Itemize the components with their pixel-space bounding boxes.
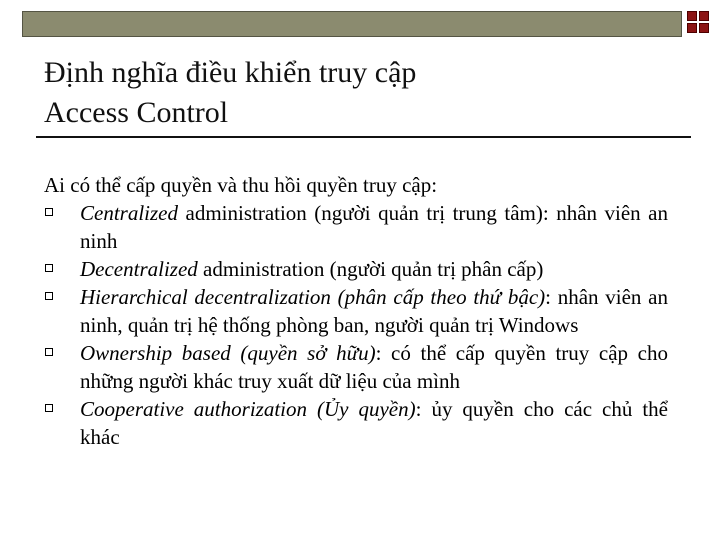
item-term: Ownership based (quyền sở hữu) <box>80 341 376 365</box>
hollow-square-bullet-icon <box>45 404 53 412</box>
bullet-list <box>44 199 668 451</box>
list-item <box>44 199 668 255</box>
item-term: Cooperative authorization (Ủy quyền) <box>80 397 416 421</box>
corner-square-decoration <box>687 23 697 33</box>
list-item <box>44 395 668 451</box>
item-term: Hierarchical decentralization (phân cấp theo thứ bậc) <box>80 285 546 309</box>
item-term: Decentralized <box>80 257 198 281</box>
header-decoration-bar <box>22 11 682 37</box>
corner-square-decoration <box>699 23 709 33</box>
intro-text: Ai có thể cấp quyền và thu hồi quyền truy cập: <box>44 173 438 197</box>
slide-body <box>44 171 668 451</box>
item-description: : ủy quyền cho các chủ thể khác <box>80 397 669 449</box>
title-line-english: Access Control <box>44 96 229 129</box>
title-line-vietnamese: Định nghĩa điều khiển truy cập <box>44 56 417 89</box>
hollow-square-bullet-icon <box>45 264 53 272</box>
corner-square-decoration <box>699 11 709 21</box>
item-description: : nhân viên an ninh, quản trị hệ thống phòng ban, người quản trị Windows <box>80 285 668 337</box>
hollow-square-bullet-icon <box>45 208 53 216</box>
list-item <box>44 255 668 283</box>
item-description: administration (người quản trị trung tâm): nhân viên an ninh <box>80 201 668 253</box>
list-item <box>44 283 668 339</box>
item-description: administration (người quản trị phân cấp) <box>197 257 544 281</box>
hollow-square-bullet-icon <box>45 348 53 356</box>
list-item <box>44 339 668 395</box>
item-description: : có thể cấp quyền truy cập cho những người khác truy xuất dữ liệu của mình <box>80 341 668 393</box>
hollow-square-bullet-icon <box>45 292 53 300</box>
slide-title <box>44 53 684 133</box>
item-term: Centralized <box>80 201 178 225</box>
title-underline <box>36 136 691 138</box>
corner-square-decoration <box>687 11 697 21</box>
